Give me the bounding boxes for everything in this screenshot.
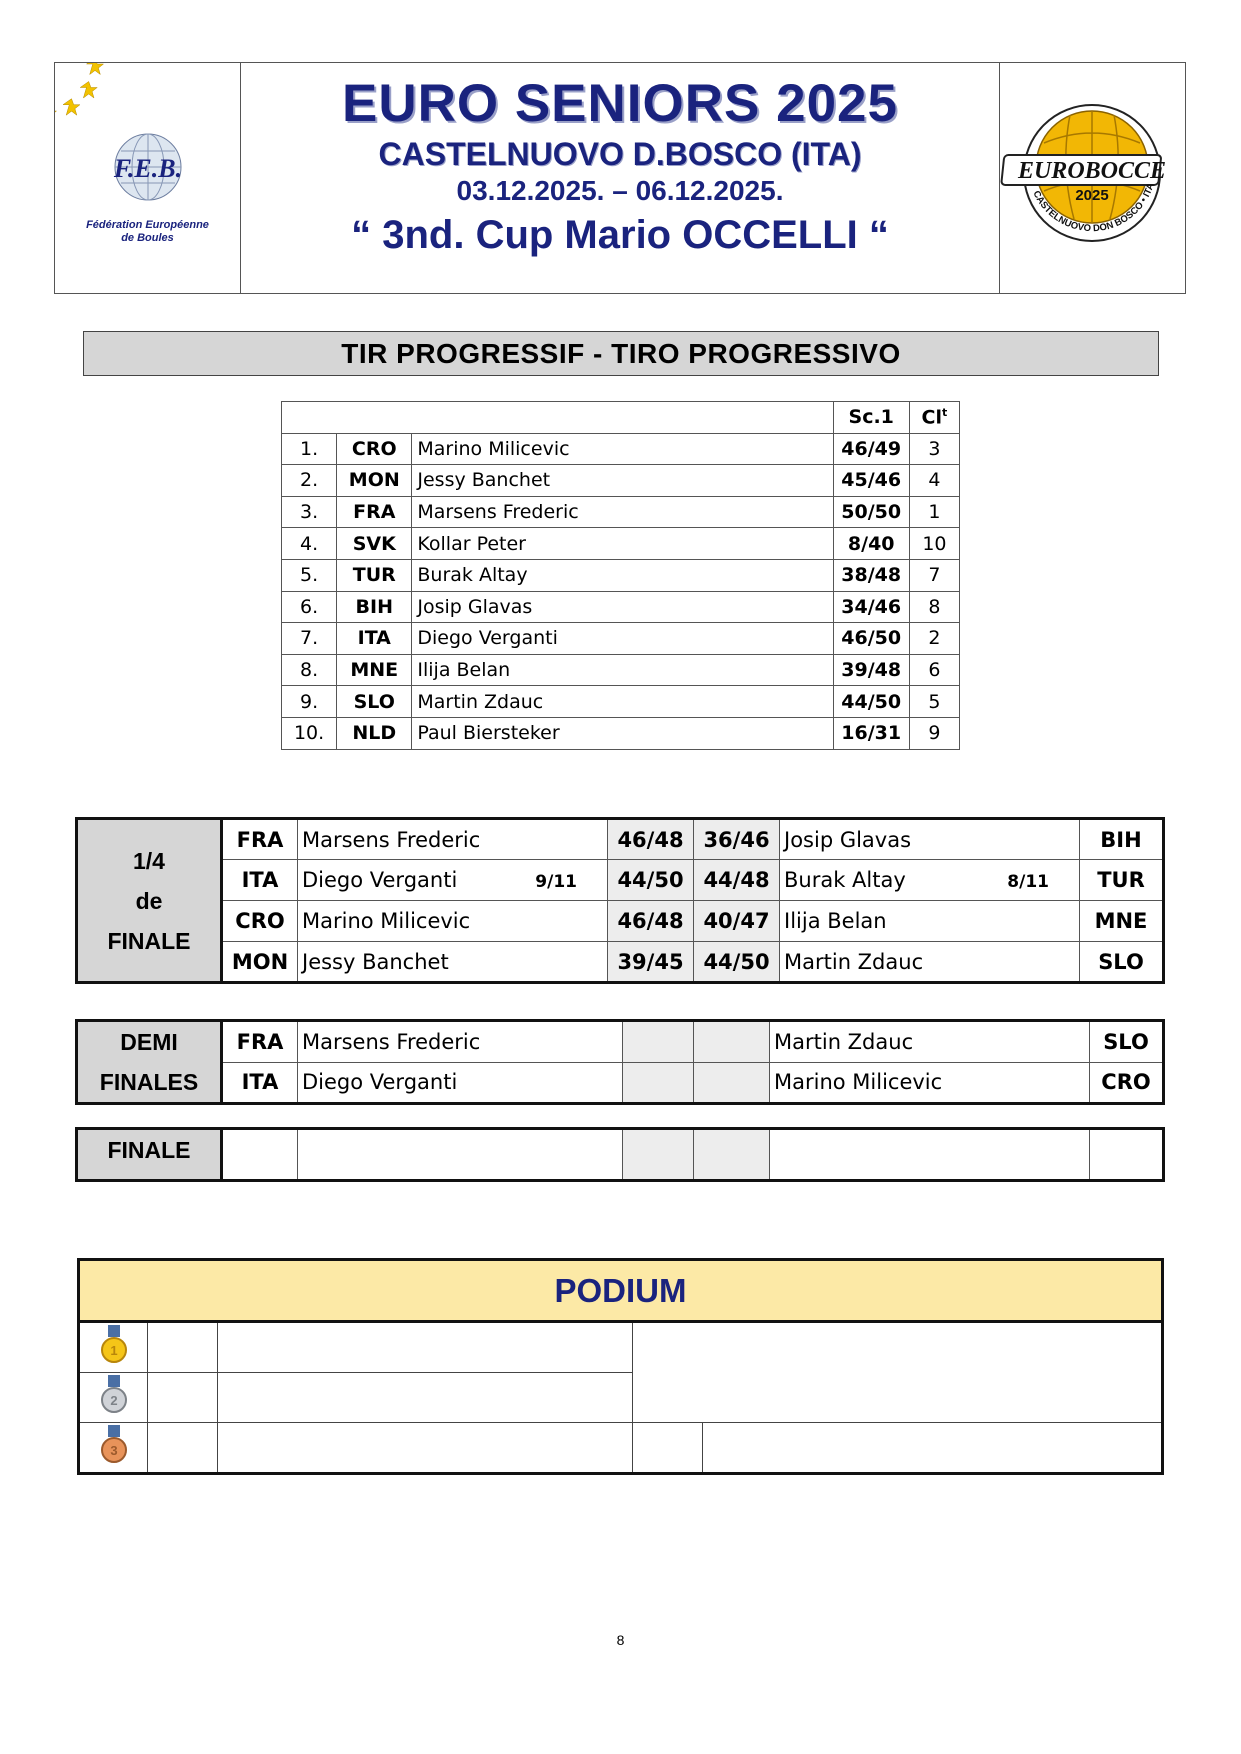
eurobocce-name: EUROBOCCE (1017, 158, 1167, 184)
left-score (623, 1021, 694, 1063)
ranking-row (282, 654, 960, 686)
ranking-row (282, 591, 960, 623)
quarter-label-l3: FINALE (107, 927, 191, 954)
final-right-name (770, 1129, 1090, 1181)
eurobocce-logo-panel (999, 63, 1185, 293)
ranking-player: Ilija Belan (412, 654, 833, 686)
ranking-country: BIH (337, 591, 412, 623)
ranking-position: 9. (282, 686, 337, 718)
event-dates: 03.12.2025. – 06.12.2025. (456, 175, 784, 206)
quarter-final-table (75, 817, 1165, 984)
final-left-score (623, 1129, 694, 1181)
ranking-row (282, 465, 960, 497)
eurobocce-year: 2025 (1075, 187, 1109, 204)
event-title: EURO SENIORS 2025 (341, 74, 899, 133)
ranking-score: 45/46 (833, 465, 909, 497)
ranking-country: SLO (337, 686, 412, 718)
ranking-player: Diego Verganti (412, 623, 833, 655)
podium-row-3 (79, 1423, 1163, 1474)
left-player-name: Jessy Banchet (302, 949, 449, 974)
left-player-name: Marsens Frederic (302, 827, 481, 852)
final-right-score (694, 1129, 770, 1181)
semi-match-row (77, 1062, 1164, 1104)
podium-1-name (218, 1322, 633, 1373)
ranking-rank: 4 (909, 465, 959, 497)
medal-number: 3 (109, 1443, 118, 1458)
semi-final-table (75, 1019, 1165, 1105)
right-score: 36/46 (694, 819, 780, 860)
ranking-country: MON (337, 465, 412, 497)
podium-3a-code (148, 1423, 218, 1474)
ranking-position: 7. (282, 623, 337, 655)
feb-caption (55, 219, 240, 245)
left-score (623, 1062, 694, 1104)
ranking-rank: 2 (909, 623, 959, 655)
ranking-score: 39/48 (833, 654, 909, 686)
ranking-score: 50/50 (833, 496, 909, 528)
ranking-country: SVK (337, 528, 412, 560)
left-player: Diego Verganti (298, 1062, 623, 1104)
ranking-score: 38/48 (833, 559, 909, 591)
quarter-label-l1: 1/4 (133, 847, 165, 874)
event-location: CASTELNUOVO D.BOSCO (ITA) (378, 136, 862, 172)
left-player: Marsens Frederic (298, 1021, 623, 1063)
ranking-position: 1. (282, 433, 337, 465)
right-country: TUR (1080, 860, 1164, 901)
ranking-score: 46/49 (833, 433, 909, 465)
ranking-table (281, 401, 960, 750)
star-icon (87, 63, 104, 75)
ranking-player: Martin Zdauc (412, 686, 833, 718)
ranking-position: 3. (282, 496, 337, 528)
ranking-position: 6. (282, 591, 337, 623)
final-row (77, 1129, 1164, 1181)
ranking-position: 8. (282, 654, 337, 686)
ranking-row (282, 559, 960, 591)
podium-title: PODIUM (79, 1260, 1163, 1322)
feb-logo (55, 63, 240, 295)
right-player (780, 901, 1080, 942)
star-icon (55, 105, 57, 122)
ranking-score: 46/50 (833, 623, 909, 655)
right-country: CRO (1090, 1062, 1164, 1104)
right-player-name: Josip Glavas (784, 827, 912, 852)
star-icon (80, 82, 97, 99)
left-score: 44/50 (608, 860, 694, 901)
left-player (298, 901, 608, 942)
right-player: Marino Milicevic (770, 1062, 1090, 1104)
quarter-match-row (77, 901, 1164, 942)
ranking-player: Marino Milicevic (412, 433, 833, 465)
podium-row-1 (79, 1322, 1163, 1373)
podium-3b-name (703, 1423, 1163, 1474)
left-player-name: Marino Milicevic (302, 909, 471, 933)
ranking-header-blank (282, 402, 834, 434)
ranking-country: NLD (337, 717, 412, 749)
quarter-label-l2: de (135, 887, 163, 914)
eurobocce-ring: CASTELNUOVO DON BOSCO • ITA (1030, 181, 1157, 235)
right-country: SLO (1090, 1021, 1164, 1063)
feb-logo-panel (55, 63, 241, 293)
ranking-row (282, 623, 960, 655)
ranking-position: 5. (282, 559, 337, 591)
ranking-rank: 8 (909, 591, 959, 623)
ranking-rank: 3 (909, 433, 959, 465)
right-player: Martin Zdauc (770, 1021, 1090, 1063)
semi-label-l1: DEMI (120, 1029, 178, 1055)
ranking-player: Burak Altay (412, 559, 833, 591)
ranking-row (282, 528, 960, 560)
event-cup: “ 3nd. Cup Mario OCCELLI “ (351, 213, 889, 257)
podium-1-code (148, 1322, 218, 1373)
left-country: ITA (222, 860, 298, 901)
left-country: MON (222, 942, 298, 983)
left-tiebreak: 9/11 (535, 872, 577, 892)
ranking-player: Jessy Banchet (412, 465, 833, 497)
silver-medal-icon (79, 1373, 148, 1423)
ranking-row (282, 717, 960, 749)
header-box (54, 62, 1186, 294)
left-score: 39/45 (608, 942, 694, 983)
final-table (75, 1127, 1165, 1182)
left-player (298, 942, 608, 983)
podium-2-name (218, 1373, 633, 1423)
ranking-player: Josip Glavas (412, 591, 833, 623)
ranking-country: CRO (337, 433, 412, 465)
left-country: FRA (222, 819, 298, 860)
ranking-header-rank: Cl$^t$ (909, 402, 959, 434)
star-icon (63, 99, 80, 116)
final-left-name (298, 1129, 623, 1181)
ranking-rank: 9 (909, 717, 959, 749)
ranking-score: 8/40 (833, 528, 909, 560)
right-score: 40/47 (694, 901, 780, 942)
left-player-name: Diego Verganti (302, 868, 458, 892)
ranking-rank: 7 (909, 559, 959, 591)
left-score: 46/48 (608, 819, 694, 860)
ranking-score: 16/31 (833, 717, 909, 749)
ranking-rank: 10 (909, 528, 959, 560)
ranking-position: 2. (282, 465, 337, 497)
ranking-row (282, 496, 960, 528)
right-player-name: Martin Zdauc (784, 949, 924, 974)
left-player (298, 860, 608, 901)
section-banner: TIR PROGRESSIF - TIRO PROGRESSIVO (83, 331, 1159, 376)
ranking-rank: 1 (909, 496, 959, 528)
semi-match-row (77, 1021, 1164, 1063)
ranking-position: 4. (282, 528, 337, 560)
page-number: 8 (616, 1632, 625, 1648)
left-score: 46/48 (608, 901, 694, 942)
ranking-position: 10. (282, 717, 337, 749)
medal-number: 2 (109, 1393, 118, 1408)
podium-3b-code (633, 1423, 703, 1474)
quarter-match-row (77, 942, 1164, 983)
ranking-country: FRA (337, 496, 412, 528)
quarter-match-row (77, 860, 1164, 901)
feb-caption-line1: Fédération Européenne (86, 219, 209, 231)
podium-blank-area (633, 1322, 1163, 1423)
ranking-country: MNE (337, 654, 412, 686)
ranking-rank: 5 (909, 686, 959, 718)
ranking-country: ITA (337, 623, 412, 655)
ranking-row (282, 686, 960, 718)
right-score: 44/50 (694, 942, 780, 983)
right-country: BIH (1080, 819, 1164, 860)
podium-2-code (148, 1373, 218, 1423)
podium-3a-name (218, 1423, 633, 1474)
eurobocce-logo (1000, 63, 1185, 295)
bronze-medal-icon (79, 1423, 148, 1474)
right-score (694, 1021, 770, 1063)
final-left-code (222, 1129, 298, 1181)
semi-label (77, 1021, 222, 1104)
quarter-match-row (77, 819, 1164, 860)
ranking-score: 34/46 (833, 591, 909, 623)
header-title-area (240, 63, 1000, 293)
ranking-score: 44/50 (833, 686, 909, 718)
right-player-name: Burak Altay (784, 868, 906, 892)
right-country: MNE (1080, 901, 1164, 942)
right-player (780, 819, 1080, 860)
podium-table (77, 1258, 1164, 1475)
right-player-name: Ilija Belan (784, 909, 887, 933)
right-country: SLO (1080, 942, 1164, 983)
right-player (780, 942, 1080, 983)
ranking-header-score: Sc.1 (833, 402, 909, 434)
gold-medal-icon (79, 1322, 148, 1373)
semi-label-l2: FINALES (99, 1069, 199, 1095)
final-right-code (1090, 1129, 1164, 1181)
right-tiebreak: 8/11 (1007, 872, 1049, 892)
right-score (694, 1062, 770, 1104)
ranking-player: Marsens Frederic (412, 496, 833, 528)
ranking-header-row (282, 402, 960, 434)
ranking-rank: 6 (909, 654, 959, 686)
left-country: CRO (222, 901, 298, 942)
right-player (780, 860, 1080, 901)
right-score: 44/48 (694, 860, 780, 901)
quarter-label (77, 819, 222, 983)
ranking-country: TUR (337, 559, 412, 591)
ranking-player: Paul Biersteker (412, 717, 833, 749)
ranking-row (282, 433, 960, 465)
feb-letters: F.E.B. (113, 154, 183, 183)
ranking-player: Kollar Peter (412, 528, 833, 560)
left-country: ITA (222, 1062, 298, 1104)
final-label: FINALE (77, 1129, 222, 1181)
feb-caption-line2: de Boules (121, 232, 174, 244)
left-player (298, 819, 608, 860)
left-country: FRA (222, 1021, 298, 1063)
medal-number: 1 (109, 1343, 118, 1358)
